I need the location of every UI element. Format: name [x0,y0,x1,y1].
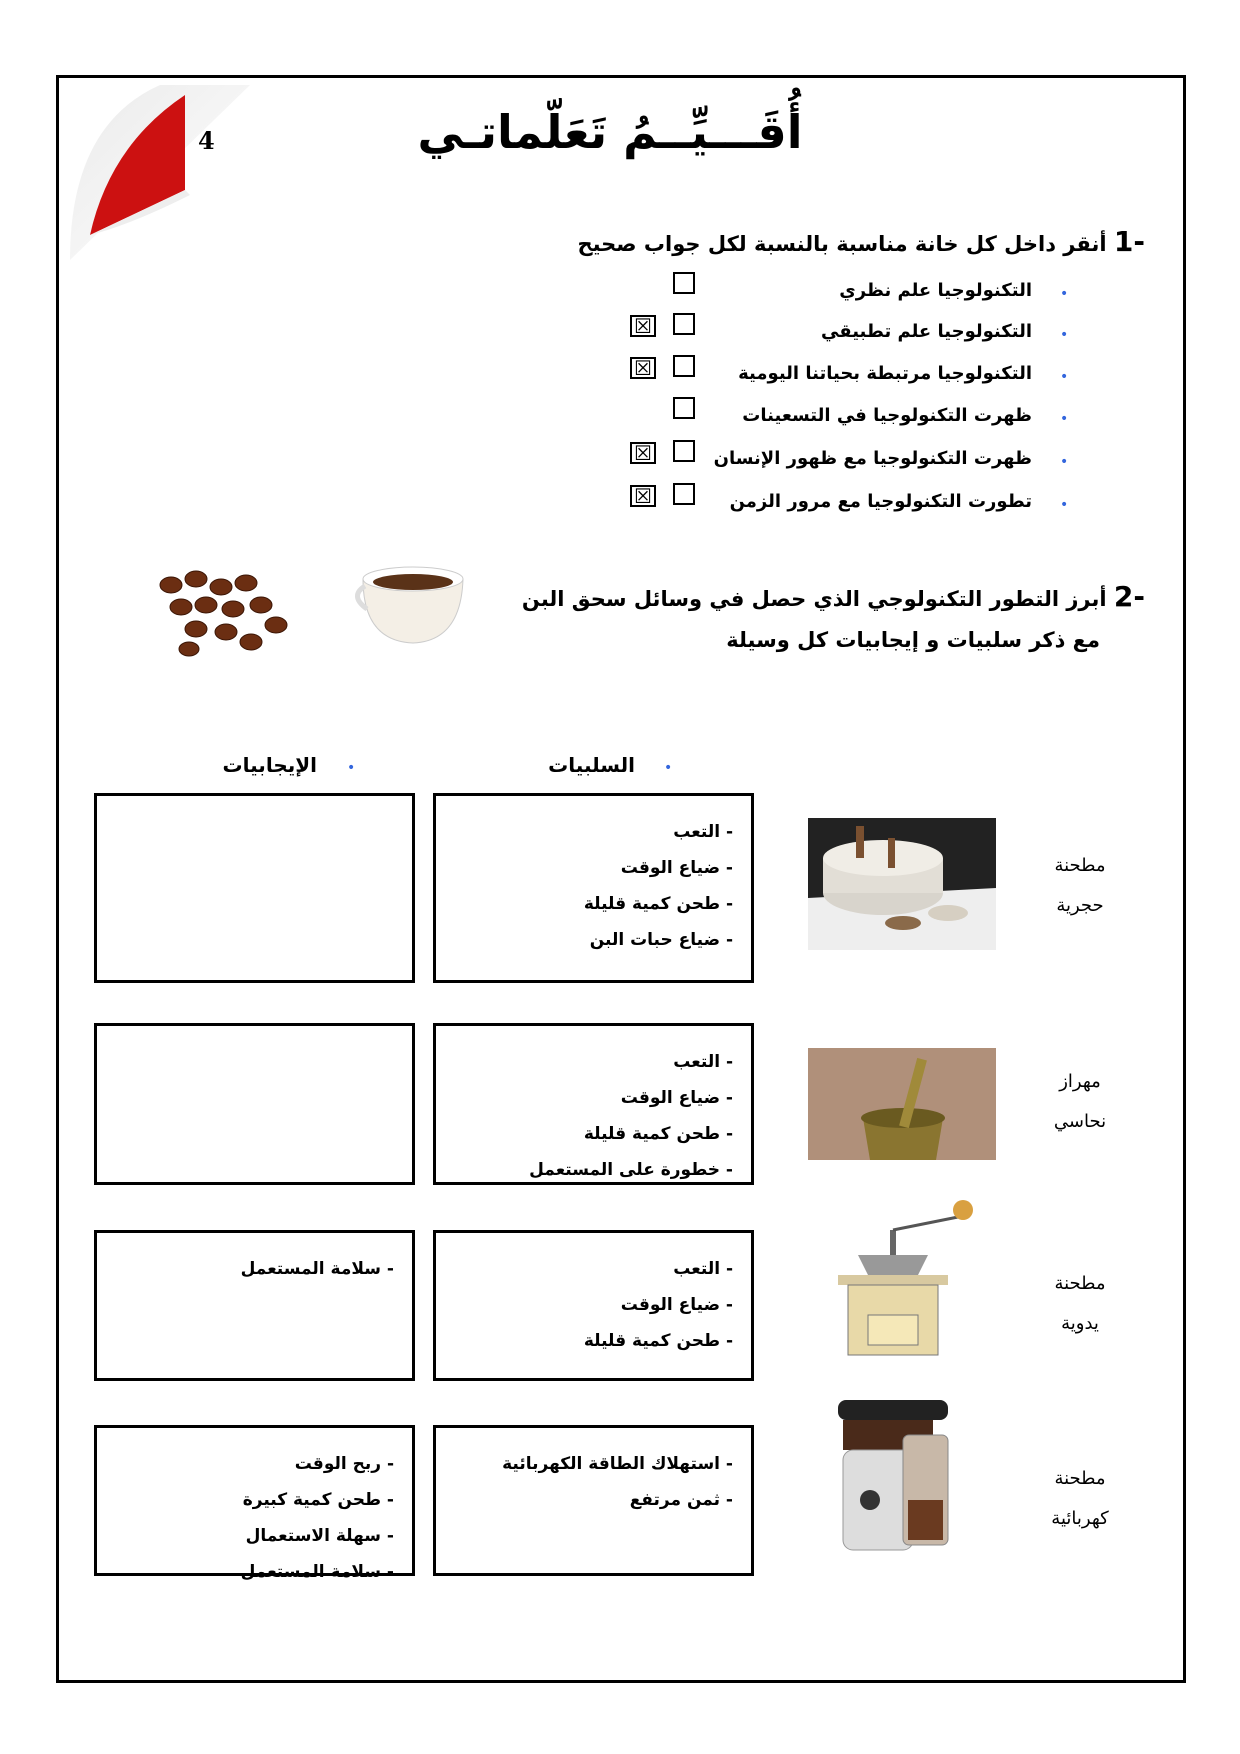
grinder-image [808,1390,996,1571]
bullet-icon: • [1060,327,1069,343]
negative-item: - ضياع حبات البن [589,930,733,950]
answer-checkbox[interactable] [673,313,695,335]
checklist-item: التكنولوجيا مرتبطة بحياتنا اليومية [738,363,1032,384]
checklist-item: التكنولوجيا علم تطبيقي [821,321,1032,342]
tool-label-line: كهربائية [1051,1507,1109,1529]
bullet-icon: • [1060,454,1069,470]
answer-checkbox[interactable] [673,397,695,419]
page-title: أُقَـــيِّــمُ تَعَلّماتـي [417,105,803,159]
tool-label-line: مهراز [1059,1071,1101,1092]
negatives-box[interactable] [433,1230,754,1381]
answer-checkbox[interactable] [673,440,695,462]
negatives-box[interactable] [433,793,754,983]
grinder-image [808,1195,996,1376]
negative-item: - طحن كمية قليلة [583,1124,733,1144]
grinder-image [808,818,996,958]
positive-item: - سلامة المستعمل [240,1562,394,1582]
positive-item: - سلامة المستعمل [240,1259,394,1279]
question-2 [522,580,1145,613]
negative-item: - خطورة على المستعمل [529,1160,733,1180]
negative-item: - طحن كمية قليلة [583,894,733,914]
negative-item: - التعب [673,822,733,842]
positives-box[interactable] [94,1023,415,1185]
tool-label-line: مطحنة [1054,1467,1106,1489]
negatives-box[interactable] [433,1023,754,1185]
coffee-cup-image [353,561,471,651]
coffee-beans-image [151,567,291,657]
bullet-icon: • [1060,411,1069,427]
negative-item: - ضياع الوقت [620,858,733,878]
x-mark-checkbox[interactable]: ☒ [630,442,656,464]
positive-item: - سهلة الاستعمال [245,1526,394,1546]
x-mark-checkbox[interactable]: ☒ [630,357,656,379]
tool-label-line: مطحنة [1054,855,1106,876]
negative-item: - طحن كمية قليلة [583,1331,733,1351]
x-mark-checkbox[interactable]: ☒ [630,315,656,337]
question-text: أبرز التطور التكنولوجي الذي حصل في وسائل سحق البن [521,587,1107,611]
tool-label-line: يدوية [1061,1312,1099,1334]
positives-box[interactable] [94,1230,415,1381]
question-text: أنقر داخل كل خانة مناسبة بالنسبة لكل جواب صحيح [577,232,1107,256]
positives-header: الإيجابيات [222,753,317,777]
page-curl-decoration [70,85,250,260]
question-number: -2 [1113,580,1145,613]
bullet-icon: • [664,760,673,776]
positive-item: - طحن كمية كبيرة [242,1490,394,1510]
checklist-item: ظهرت التكنولوجيا مع ظهور الإنسان [713,448,1032,469]
page-number: 4 [198,126,215,155]
negative-item: - ضياع الوقت [620,1295,733,1315]
tool-label-line: نحاسي [1053,1111,1107,1132]
tool-label-line: مطحنة [1054,1272,1106,1294]
bullet-icon: • [1060,497,1069,513]
bullet-icon: • [1060,369,1069,385]
checklist-item: ظهرت التكنولوجيا في التسعينات [742,405,1032,426]
tool-label-line: حجرية [1056,895,1104,916]
tool-label [1020,1062,1140,1142]
negative-item: - استهلاك الطاقة الكهربائية [502,1454,733,1474]
negative-item: - ثمن مرتفع [629,1490,733,1510]
negatives-header: السلبيات [548,753,635,777]
tool-label [1020,1459,1140,1539]
negative-item: - ضياع الوقت [620,1088,733,1108]
negatives-box[interactable] [433,1425,754,1576]
checklist-item: التكنولوجيا علم نظري [839,280,1032,301]
positives-box[interactable] [94,793,415,983]
positives-box[interactable] [94,1425,415,1582]
tool-label [1020,1264,1140,1344]
grinder-image [808,1048,996,1160]
answer-checkbox[interactable] [673,355,695,377]
bullet-icon: • [1060,286,1069,302]
question-2-line2: مع ذكر سلبيات و إيجابيات كل وسيلة [726,628,1100,652]
question-1 [577,225,1145,258]
positive-item: - ربح الوقت [294,1454,394,1474]
bullet-icon: • [347,760,356,776]
negative-item: - التعب [673,1259,733,1279]
question-number: -1 [1113,225,1145,258]
checklist-item: تطورت التكنولوجيا مع مرور الزمن [729,491,1032,512]
tool-label [1020,846,1140,926]
answer-checkbox[interactable] [673,483,695,505]
negative-item: - التعب [673,1052,733,1072]
x-mark-checkbox[interactable]: ☒ [630,485,656,507]
answer-checkbox[interactable] [673,272,695,294]
